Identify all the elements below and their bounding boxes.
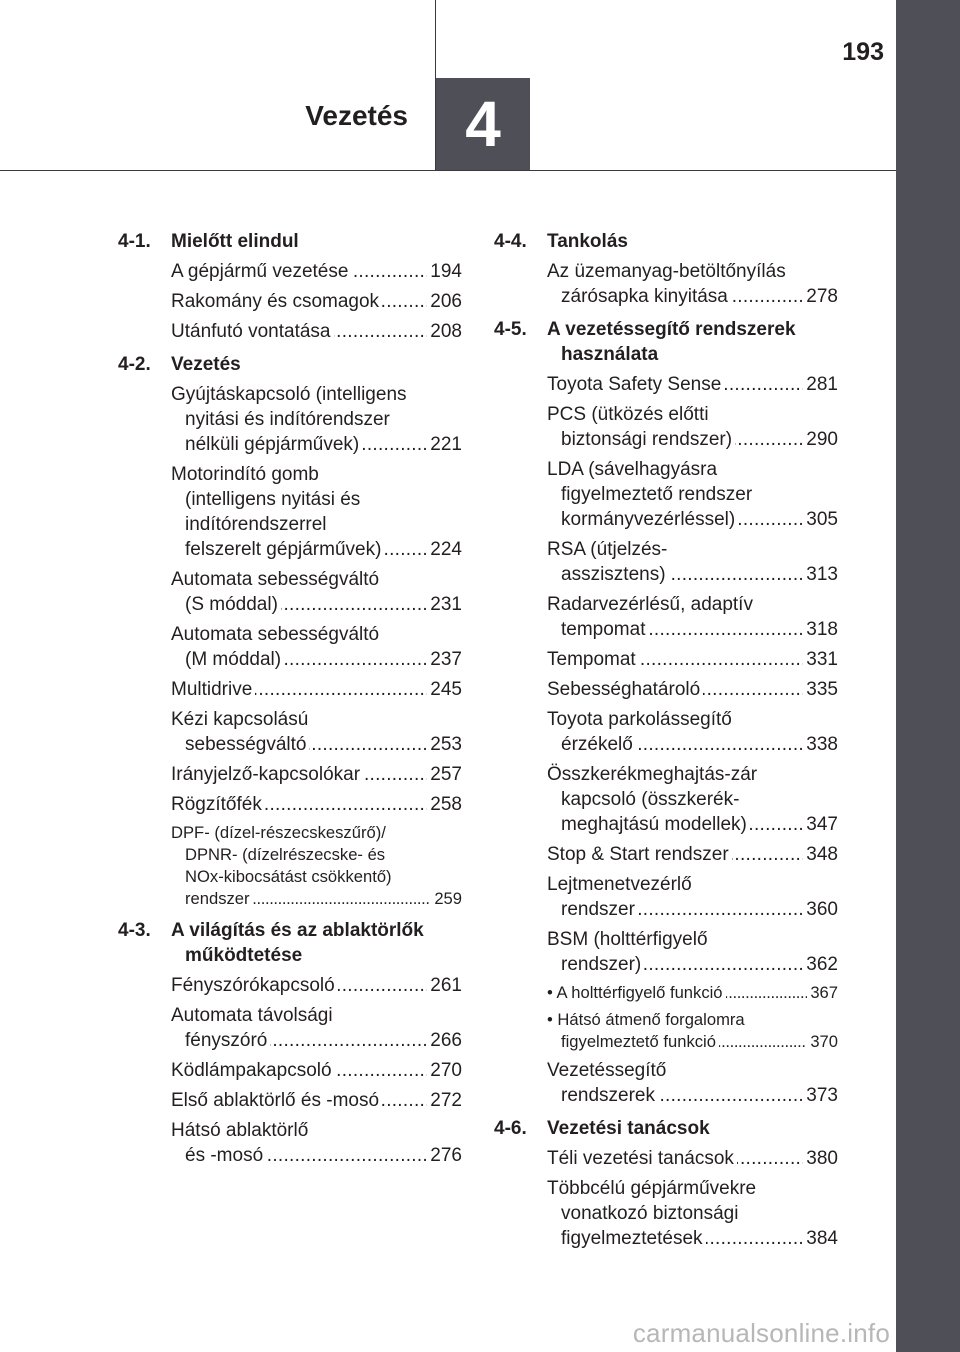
toc-entry-row (171, 289, 462, 314)
toc-entry[interactable] (171, 762, 462, 787)
section-heading (118, 352, 462, 377)
toc-entry-text: Radarvezérlésű, adaptív (547, 594, 753, 615)
toc-section (494, 229, 838, 309)
section-heading (494, 317, 838, 367)
toc-entry-row (561, 732, 838, 757)
toc-entry-row (185, 647, 462, 672)
toc-entry[interactable] (171, 289, 462, 314)
toc-page-number: 360 (803, 897, 838, 922)
toc-entry-row (185, 888, 462, 910)
toc-entry-row (547, 842, 838, 867)
toc-entry-text: Motorindító gomb (171, 464, 319, 485)
toc-entry-row (561, 507, 838, 532)
toc-section (494, 1116, 838, 1251)
toc-page-number: 259 (431, 888, 462, 910)
toc-entry-text: sebességváltó (185, 734, 309, 755)
toc-entry[interactable] (171, 1003, 462, 1053)
toc-section (118, 352, 462, 910)
toc-entry[interactable] (171, 1058, 462, 1083)
toc-entry[interactable] (547, 1176, 838, 1251)
toc-entry-text: Összkerékmeghajtás-zár (547, 764, 758, 785)
toc-entry-text: Stop & Start rendszer (547, 844, 732, 865)
toc-entry-text: kormányvezérléssel) (561, 509, 738, 530)
toc-entry-text: Vezetéssegítő (547, 1060, 667, 1081)
toc-entry-text: Többcélú gépjárművekre (547, 1178, 757, 1199)
toc-entry-row (185, 732, 462, 757)
section-title: Tankolás (547, 231, 628, 252)
header-divider-horizontal (0, 170, 896, 171)
toc-entry[interactable] (171, 382, 462, 457)
toc-entry-row (547, 1146, 838, 1171)
toc-page-number: 362 (803, 952, 838, 977)
toc-entry[interactable] (547, 647, 838, 672)
toc-page-number: 208 (427, 319, 462, 344)
toc-entry[interactable] (547, 592, 838, 642)
toc-entry[interactable] (547, 372, 838, 397)
toc-entry-row (171, 1088, 462, 1113)
toc-entry-text: biztonsági rendszer) (561, 429, 735, 450)
section-title: Vezetési tanácsok (547, 1118, 710, 1139)
toc-column-left (118, 229, 462, 1176)
toc-entry-row (561, 952, 838, 977)
toc-page-number: 380 (803, 1146, 838, 1171)
toc-entry-row (185, 1028, 462, 1053)
toc-entry-row (561, 284, 838, 309)
toc-entry-text: rendszerek (561, 1085, 658, 1106)
section-title: Mielőtt elindul (171, 231, 299, 252)
toc-entry-text: meghajtású modellek) (561, 814, 750, 835)
toc-page-number: 270 (427, 1058, 462, 1083)
watermark: carmanualsonline.info (632, 1318, 890, 1348)
toc-page-number: 331 (803, 647, 838, 672)
toc-page-number: 348 (803, 842, 838, 867)
section-title: Vezetés (171, 354, 241, 375)
toc-entry-text: LDA (sávelhagyásra (547, 459, 718, 480)
section-heading (118, 918, 462, 968)
toc-section (118, 918, 462, 1168)
toc-entry-row (171, 792, 462, 817)
toc-entry-row (561, 427, 838, 452)
toc-entry-text: (S móddal) (185, 594, 281, 615)
toc-entry-text: • Hátsó átmenő forgalomra (547, 1010, 745, 1029)
toc-entry-text: Tempomat (547, 649, 639, 670)
toc-entry-text: • A holttérfigyelő funkció (547, 983, 726, 1002)
toc-entry-text: és -mosó (185, 1145, 266, 1166)
toc-entry[interactable] (547, 842, 838, 867)
toc-page-number: 367 (807, 982, 838, 1004)
toc-page-number: 272 (427, 1088, 462, 1113)
toc-entry[interactable] (547, 537, 838, 587)
toc-entry-text: nyitási és indítórendszer (185, 409, 390, 430)
section-heading (494, 1116, 838, 1141)
toc-page-number: 221 (427, 432, 462, 457)
toc-entry-text: Sebességhatároló (547, 679, 703, 700)
toc-page-number: 206 (427, 289, 462, 314)
toc-entry-row (561, 897, 838, 922)
toc-entry-row (561, 617, 838, 642)
toc-entry-text: PCS (ütközés előtti (547, 404, 709, 425)
section-number: 4-2. (118, 354, 151, 375)
toc-entry-row (561, 562, 838, 587)
toc-page-number: 245 (427, 677, 462, 702)
toc-entry[interactable] (171, 622, 462, 672)
toc-entry-row (171, 677, 462, 702)
toc-entry-text: Az üzemanyag-betöltőnyílás (547, 261, 786, 282)
section-number: 4-1. (118, 231, 151, 252)
toc-entry-text: rendszer (561, 899, 638, 920)
toc-entry[interactable] (171, 1088, 462, 1113)
toc-page-number: 261 (427, 973, 462, 998)
toc-entry-row (185, 1143, 462, 1168)
toc-page-number: 253 (427, 732, 462, 757)
section-heading (118, 229, 462, 254)
page-number: 193 (842, 38, 884, 66)
toc-entry-text: (M móddal) (185, 649, 284, 670)
toc-page-number: 305 (803, 507, 838, 532)
toc-entry-text: Lejtmenetvezérlő (547, 874, 692, 895)
toc-entry[interactable] (547, 677, 838, 702)
toc-entry-text: indítórendszerrel (185, 514, 327, 535)
toc-entry[interactable] (547, 457, 838, 532)
toc-entry-text: Kézi kapcsolású (171, 709, 309, 730)
section-title: A világítás és az ablaktörlők működtetése (171, 920, 424, 966)
toc-page-number: 338 (803, 732, 838, 757)
toc-page-number: 237 (427, 647, 462, 672)
chapter-title: Vezetés (305, 100, 408, 131)
toc-entry[interactable] (547, 1009, 838, 1053)
toc-entry-text: figyelmeztető rendszer (561, 484, 753, 505)
toc-entry-row (171, 762, 462, 787)
toc-entry-text: DPF- (dízel-részecskeszűrő)/ (171, 823, 386, 842)
toc-entry-text: kapcsoló (összkerék- (561, 789, 740, 810)
section-number: 4-6. (494, 1118, 527, 1139)
toc-entry-row (547, 982, 838, 1004)
section-heading (494, 229, 838, 254)
toc-entry[interactable] (547, 982, 838, 1004)
toc-entry-text: Irányjelző-kapcsolókar (171, 764, 363, 785)
toc-entry-text: Hátsó ablaktörlő (171, 1120, 309, 1141)
toc-entry[interactable] (171, 1118, 462, 1168)
toc-entry-text: Fényszórókapcsoló (171, 975, 338, 996)
toc-column-right (494, 229, 838, 1259)
toc-entry-text: Multidrive (171, 679, 255, 700)
toc-page-number: 231 (427, 592, 462, 617)
toc-entry-row (547, 647, 838, 672)
toc-entry[interactable] (171, 792, 462, 817)
toc-entry[interactable] (171, 259, 462, 284)
toc-entry-text: BSM (holttérfigyelő (547, 929, 708, 950)
toc-section (494, 317, 838, 1108)
section-title: A vezetéssegítő rendszerek használata (547, 319, 796, 365)
toc-entry[interactable] (547, 259, 838, 309)
toc-entry[interactable] (171, 567, 462, 617)
toc-entry-text: nélküli gépjárművek) (185, 434, 362, 455)
toc-page-number: 257 (427, 762, 462, 787)
toc-entry-text: RSA (útjelzés- (547, 539, 668, 560)
toc-entry-row (171, 319, 462, 344)
toc-entry-text: Rögzítőfék (171, 794, 265, 815)
toc-entry-text: Automata sebességváltó (171, 569, 380, 590)
toc-entry-text: Toyota Safety Sense (547, 374, 724, 395)
toc-entry-text: tempomat (561, 619, 648, 640)
sidebar-tab (896, 0, 960, 1352)
toc-entry[interactable] (171, 677, 462, 702)
toc-page-number: 335 (803, 677, 838, 702)
toc-entry-row (561, 1226, 838, 1251)
toc-entry[interactable] (547, 872, 838, 922)
toc-entry-text: Automata távolsági (171, 1005, 333, 1026)
toc-entry-text: Utánfutó vontatása (171, 321, 334, 342)
toc-entry-text: Rakomány és csomagok (171, 291, 382, 312)
chapter-number-box: 4 (436, 78, 530, 170)
toc-section (118, 229, 462, 344)
toc-entry-row (171, 1058, 462, 1083)
toc-entry[interactable] (171, 319, 462, 344)
toc-entry-text: Gyújtáskapcsoló (intelligens (171, 384, 407, 405)
section-number: 4-3. (118, 920, 151, 941)
toc-page-number: 224 (427, 537, 462, 562)
toc-entry-row (561, 1031, 838, 1053)
toc-page-number: 313 (803, 562, 838, 587)
toc-entry-text: vonatkozó biztonsági (561, 1203, 739, 1224)
toc-entry[interactable] (547, 707, 838, 757)
toc-page-number: 370 (807, 1031, 838, 1053)
toc-entry-row (547, 677, 838, 702)
toc-entry[interactable] (547, 762, 838, 837)
toc-entry-text: DPNR- (dízelrészecske- és (185, 845, 386, 864)
toc-page-number: 373 (803, 1083, 838, 1108)
section-number: 4-5. (494, 319, 527, 340)
toc-page-number: 290 (803, 427, 838, 452)
toc-entry[interactable] (171, 973, 462, 998)
toc-entry-text: Ködlámpakapcsoló (171, 1060, 335, 1081)
toc-entry[interactable] (547, 927, 838, 977)
toc-entry-text: rendszer (185, 889, 253, 908)
toc-entry-text: figyelmeztetések (561, 1228, 706, 1249)
toc-page-number: 278 (803, 284, 838, 309)
toc-entry[interactable] (171, 822, 462, 910)
toc-entry-row (185, 592, 462, 617)
toc-entry[interactable] (547, 402, 838, 452)
toc-entry-row (185, 537, 462, 562)
toc-entry-row (171, 973, 462, 998)
toc-entry-row (561, 812, 838, 837)
toc-page-number: 276 (427, 1143, 462, 1168)
toc-entry-text: A gépjármű vezetése (171, 261, 351, 282)
section-number: 4-4. (494, 231, 527, 252)
toc-entry-row (547, 372, 838, 397)
toc-entry-text: Toyota parkolássegítő (547, 709, 732, 730)
toc-entry-text: rendszer) (561, 954, 644, 975)
toc-page-number: 194 (427, 259, 462, 284)
toc-page-number: 384 (803, 1226, 838, 1251)
toc-entry[interactable] (171, 707, 462, 757)
toc-page-number: 258 (427, 792, 462, 817)
toc-page-number: 318 (803, 617, 838, 642)
toc-entry-text: fényszóró (185, 1030, 270, 1051)
toc-entry[interactable] (547, 1146, 838, 1171)
toc-page-number: 281 (803, 372, 838, 397)
toc-page-number: 266 (427, 1028, 462, 1053)
toc-entry-row (185, 432, 462, 457)
toc-entry-text: NOx-kibocsátást csökkentő) (185, 867, 392, 886)
toc-entry-text: Automata sebességváltó (171, 624, 380, 645)
toc-entry-text: zárósapka kinyitása (561, 286, 731, 307)
toc-entry-text: asszisztens) (561, 564, 669, 585)
toc-page-number: 347 (803, 812, 838, 837)
toc-entry-text: figyelmeztető funkció (561, 1032, 719, 1051)
toc-entry-text: felszerelt gépjárművek) (185, 539, 384, 560)
toc-entry-text: Első ablaktörlő és -mosó (171, 1090, 382, 1111)
toc-entry-text: (intelligens nyitási és (185, 489, 361, 510)
toc-entry[interactable] (171, 462, 462, 562)
toc-entry-row (171, 259, 462, 284)
toc-entry-text: érzékelő (561, 734, 636, 755)
toc-entry[interactable] (547, 1058, 838, 1108)
toc-entry-row (561, 1083, 838, 1108)
toc-entry-text: Téli vezetési tanácsok (547, 1148, 737, 1169)
